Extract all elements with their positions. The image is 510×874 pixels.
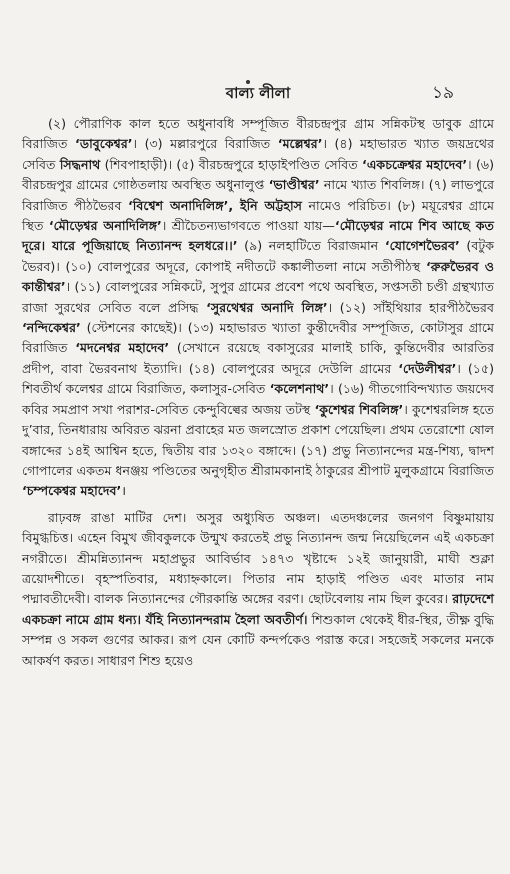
paragraph-radh-bengal xyxy=(22,508,494,671)
text-segment-bold: ‘মৌড়েশ্বর অনাদিলিঙ্গ’ xyxy=(48,218,162,234)
text-segment: নামেও পরিচিত। (৮) ময়ূরেশ্বর গ্রামে স্থিত xyxy=(22,197,495,234)
text-segment-bold: ‘যোগেশভৈরব’ xyxy=(384,238,460,254)
book-page xyxy=(0,74,510,874)
text-segment-bold: রাঢ়দেশে একচক্রা নামে গ্রাম ধন্য। যঁহি নিত্যানন্দরাম হৈলা অবতীর্ণ। xyxy=(22,591,494,627)
text-segment: । xyxy=(121,483,127,499)
text-segment: (শিবপাহাড়ী)। (৫) বীরচন্দ্রপুরে হাড়াইপণ্ডিত সেবিত xyxy=(100,156,363,172)
text-segment-bold: ‘কলেশনাথ’ xyxy=(269,381,330,397)
text-segment-bold: ‘চম্পকেশ্বর মহাদেব’ xyxy=(22,483,122,499)
text-segment-bold: ‘নন্দিকেশ্বর’ xyxy=(22,320,81,336)
text-segment: রাঢ়বঙ্গ রাঙা মাটির দেশ। অসুর অধ্যুষিত অঞ্চল। এতদঞ্চলের জনগণ বিষ্ণুমায়ায় বিমুগ্ধচিত্ত। এহেন বিমুখ জীবকুলকে উন্মুখ করতেই প্রভু নিত্যানন্দ জন্ম নিয়েছিলেন এই একচক্রা নগরীতে। শ্রীমন্নিত্যানন্দ মহাপ্রভুর আবির্ভাব ১৪৭৩ খৃষ্টাব্দে ১২ই জানুয়ারী, মাঘী শুক্লা ত্রয়োদশীতে। বৃহস্পতিবার, মধ্যাহ্নকালে। পিতার নাম হাড়াই পণ্ডিত এবং মাতার নাম পদ্মাবতীদেবী। বালক নিত্যানন্দের গৌরকান্তি অঙ্গের বরণ। ছোটবেলায় নাম ছিল কুবের। xyxy=(22,509,494,607)
text-segment-bold: সিদ্ধনাথ xyxy=(59,156,101,172)
text-segment: শিশুকাল থেকেই ধীর-স্থির, তীক্ষ্ণ বুদ্ধি সম্পন্ন ও সকল গুণের আকর। রূপ যেন কোটি কন্দর্পকেও পরাস্ত করে। সহজেই সকলের মনকে আকর্ষণ করত। সাধারণ শিশু হয়েও xyxy=(22,611,494,668)
text-segment: নামে খ্যাত শিবলিঙ্গ। (৭) লাভপুরে বিরাজিত পীঠভৈরব xyxy=(22,177,494,213)
text-segment-bold: ‘মৌড়েশ্বর নামে শিব আছে কত দূরে। যারে পূজিয়াছে নিত্যানন্দ হলধরে।।’ xyxy=(22,218,494,254)
text-segment: । (১৫) শিবতীর্থ কলেশ্বর গ্রামে বিরাজিত, কলাসুর-সেবিত xyxy=(22,360,494,397)
text-segment: । শ্রীচৈতন্যভাগবতে পাওয়া যায়— xyxy=(161,218,335,234)
text-segment-bold: ‘একচক্রেশ্বর মহাদেব’ xyxy=(362,156,468,172)
page-number: ১৯ xyxy=(431,83,454,103)
text-segment: । (৩) মল্লারপুরে বিরাজিত xyxy=(132,136,278,152)
text-segment-bold: ‘মল্লেশ্বর’ xyxy=(277,136,323,152)
text-segment-bold: ‘দেউলীশ্বর’ xyxy=(398,360,457,376)
page-header xyxy=(22,74,494,114)
text-segment: । (১৬) গীতগোবিন্দখ্যাত জয়দেব কবির সমপ্রাণ সখা পরাশর-সেবিত কেন্দুবিল্বের অজয় তটস্থ xyxy=(22,381,494,417)
text-segment-bold: ‘ডাবুকেশ্বর’ xyxy=(75,136,133,152)
text-segment-bold: ‘ভাণ্ডীশ্বর’ xyxy=(268,177,320,193)
page-body xyxy=(22,114,494,671)
text-segment-bold: ‘কুশেশ্বর শিবলিঙ্গ’ xyxy=(314,401,404,417)
text-segment: । (৬) বীরচন্দ্রপুর গ্রামের গোষ্ঠতলায় অবস্থিত অধুনালুপ্ত xyxy=(22,156,495,193)
text-segment-bold: ‘বিশ্বেশ অনাদিলিঙ্গ’, ইনি অট্টহাস xyxy=(127,197,302,213)
paragraph-shiva-list xyxy=(22,114,494,502)
text-segment: (৯) নলহাটিতে বিরাজমান xyxy=(237,238,385,254)
text-segment-bold: ‘রুরুভৈরব ও কান্তীশ্বর’ xyxy=(22,258,495,295)
text-segment: । (৪) মহাভারত খ্যাত জয়দ্রথের সেবিত xyxy=(22,136,495,172)
text-segment: । (১২) সাঁইথিয়ার হারপীঠভৈরব xyxy=(327,299,494,315)
text-segment-bold: ‘মদনেশ্বর মহাদেব’ xyxy=(75,340,170,356)
running-title: বাল্য লীলা xyxy=(225,84,291,102)
text-segment: (বটুক ভৈরব)। (১০) বোলপুরের অদূরে, কোপাই নদীতটে কঙ্কালীতলা নামে সতীপীঠস্থ xyxy=(22,238,494,274)
text-segment: (সেখানে রয়েছে বকাসুরের মালাই চাকি, কুন্তিদেবীর আরতির প্রদীপ, বাবা ভৈরবনাথ ইত্যাদি। (১৪) বোলপুরের অদূরে দেউলি গ্রামের xyxy=(22,340,494,376)
text-segment: (২) পৌরাণিক কাল হতে অধুনাবধি সম্পূজিত বীরচন্দ্রপুর গ্রাম সন্নিকটস্থ ডাবুক গ্রামে বিরাজিত xyxy=(22,116,494,152)
text-segment: । (১১) বোলপুরের সন্নিকটে, সুপুর গ্রামের প্রবেশ পথে অবস্থিত, সপ্তসতী চণ্ডী গ্রন্থখ্যাত রাজা সুরথের সেবিত বলে প্রসিদ্ধ xyxy=(22,279,494,315)
text-segment-bold: ‘সুরথেশ্বর অনাদি লিঙ্গ’ xyxy=(206,299,328,315)
text-segment: । কুশেশ্বরলিঙ্গ হতে দু’বার, তিনধারায় অবিরত ঝরনা প্রবাহের মত জলস্রোত প্রকাশ পেয়েছিল। প্রথম তেরোশো ষোল বঙ্গাব্দের ১৪ই আশ্বিন হতে, দ্বিতীয় বার ১৩২০ বঙ্গাব্দে। (১৭) প্রভু নিত্যানন্দের মন্ত্র-শিষ্য, দ্বাদশ গোপালের একতম ধনঞ্জয় পণ্ডিতের অনুগৃহীত শ্রীরামকানাই ঠাকুরের শ্রীপাট মুলুকগ্রামে বিরাজিত xyxy=(22,401,494,478)
text-segment: (স্টেশনের কাছেই)। (১৩) মহাভারত খ্যাতা কুন্তীদেবীর সম্পূজিত, কোটাসুর গ্রামে বিরাজিত xyxy=(22,320,494,356)
